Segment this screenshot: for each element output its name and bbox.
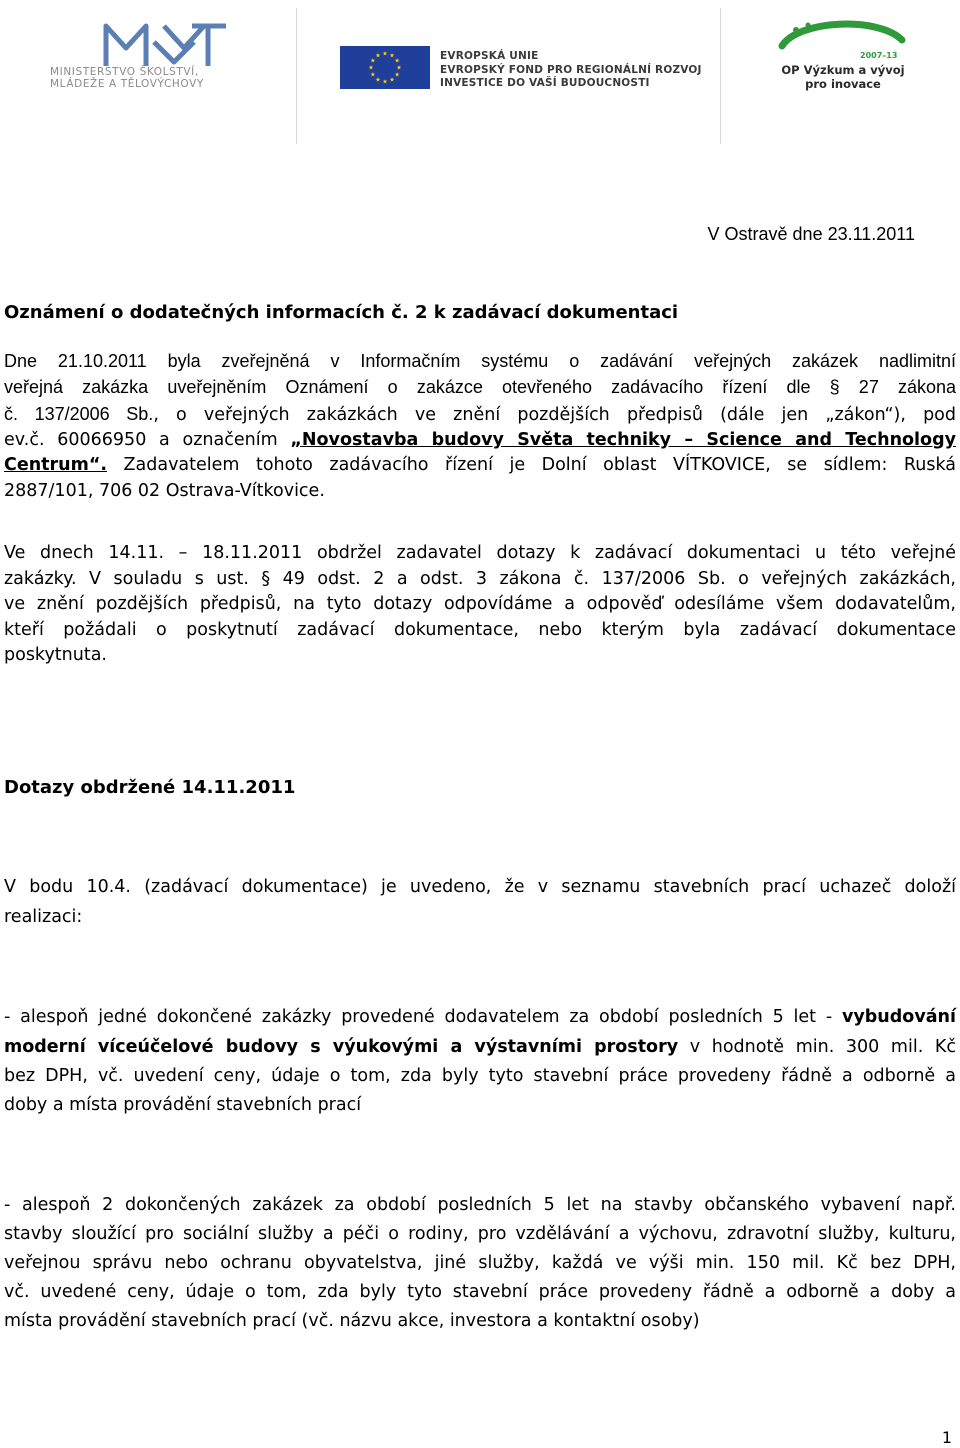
intro-text: , o veřejných zakázkách ve znění pozdějších předpisů (dále jen „zákon“), pod (153, 405, 956, 425)
page-number: 1 (941, 1428, 952, 1447)
op-line2: pro inovace (805, 77, 881, 91)
eu-line2: EVROPSKÝ FOND PRO REGIONÁLNÍ ROZVOJ (440, 63, 702, 76)
item-emphasis: vybudování (841, 1007, 956, 1027)
item-line: veřejnou správu nebo ochranu obyvatelstva, jiné služby, každá ve výši min. 150 mil. Kč bez DPH, (4, 1253, 956, 1273)
eu-line1: EVROPSKÁ UNIE (440, 50, 539, 62)
item-line: doby a místa provádění stavebních prací (4, 1095, 362, 1115)
para-line: Ve dnech 14.11. – 18.11.2011 obdržel zadavatel dotazy k zadávací dokumentaci u této veřejné (4, 543, 956, 563)
law-reference: č. 137/2006 Sb. (4, 404, 154, 424)
msmt-line1: MINISTERSTVO ŠKOLSTVÍ, (50, 66, 199, 78)
op-years: 2007–13 (860, 51, 898, 60)
header-divider-1 (296, 8, 297, 144)
header-divider-2 (720, 8, 721, 144)
questions-heading: Dotazy obdržené 14.11.2011 (4, 777, 296, 798)
document-date: V Ostravě dne 23.11.2011 (707, 224, 915, 244)
intro-line (4, 455, 956, 475)
item-line: stavby sloužící pro sociální služby a péči o rodiny, pro vzdělávání a výchovu, zdravotní služby, kulturu, (4, 1224, 956, 1244)
item-line: - alespoň 2 dokončených zakázek za období posledních 5 let na stavby občanského vybavení např. (4, 1195, 956, 1215)
intro-line (4, 430, 956, 450)
item-text: v hodnotě min. 300 mil. Kč (678, 1037, 956, 1057)
eu-line3: INVESTICE DO VAŠÍ BUDOUCNOSTI (440, 77, 650, 89)
op-wordmark (760, 63, 926, 91)
intro-line: 2887/101, 706 02 Ostrava-Vítkovice. (4, 481, 325, 501)
document-title: Oznámení o dodatečných informacích č. 2 k zadávací dokumentaci (4, 302, 679, 323)
item-emphasis: moderní víceúčelové budovy s výukovými a výstavními prostory (4, 1037, 679, 1057)
contract-name: „Novostavba budovy Světa techniky – Science and Technology (290, 430, 957, 450)
msmt-line2: MLÁDEŽE A TĚLOVÝCHOVY (50, 78, 204, 90)
para-line: zakázky. V souladu s ust. § 49 odst. 2 a odst. 3 zákona č. 137/2006 Sb. o veřejných zakázkách, (4, 569, 956, 589)
item-line: vč. uvedené ceny, údaje o tom, zda byly tyto stavební práce provedeny řádně a odborně a doby a (4, 1282, 956, 1302)
item-text: - alespoň jedné dokončené zakázky provedené dodavatelem za období posledních 5 let - (4, 1007, 842, 1027)
eu-flag-icon (340, 46, 430, 89)
item-line (4, 1037, 956, 1057)
intro-text: ev.č. 60066950 a označením (4, 430, 291, 450)
eu-wordmark (440, 50, 702, 91)
item-line: místa provádění stavebních prací (vč. názvu akce, investora a kontaktní osoby) (4, 1311, 700, 1331)
msmt-wordmark (50, 66, 260, 90)
intro-line (4, 404, 956, 425)
para-line: ve znění pozdějších předpisů, na tyto dotazy odpovídáme a odpověď odesíláme všem dodavatelům, (4, 594, 956, 614)
intro-line: veřejná zakázka uveřejněním Oznámení o zakázce otevřeného zadávacího řízení dle § 27 zákona (4, 377, 956, 397)
point-line: V bodu 10.4. (zadávací dokumentace) je uvedeno, že v seznamu stavebních prací uchazeč doloží (4, 877, 956, 897)
intro-line: Dne 21.10.2011 byla zveřejněná v Informačním systému o zadávání veřejných zakázek nadlimitní (4, 351, 956, 371)
point-line: realizaci: (4, 907, 83, 927)
para-line: poskytnuta. (4, 645, 107, 665)
item-line (4, 1007, 956, 1027)
item-line: bez DPH, vč. uvedení ceny, údaje o tom, zda byly tyto stavební práce provedeny řádně a odborně a (4, 1066, 956, 1086)
contract-name-end: Centrum“. (4, 455, 108, 475)
op-line1: OP Výzkum a vývoj (781, 63, 905, 77)
para-line: kteří požádali o poskytnutí zadávací dokumentace, nebo kterým byla zadávací dokumentace (4, 620, 956, 640)
intro-text: Zadavatelem tohoto zadávacího řízení je Dolní oblast VÍTKOVICE, se sídlem: Ruská (107, 455, 956, 475)
